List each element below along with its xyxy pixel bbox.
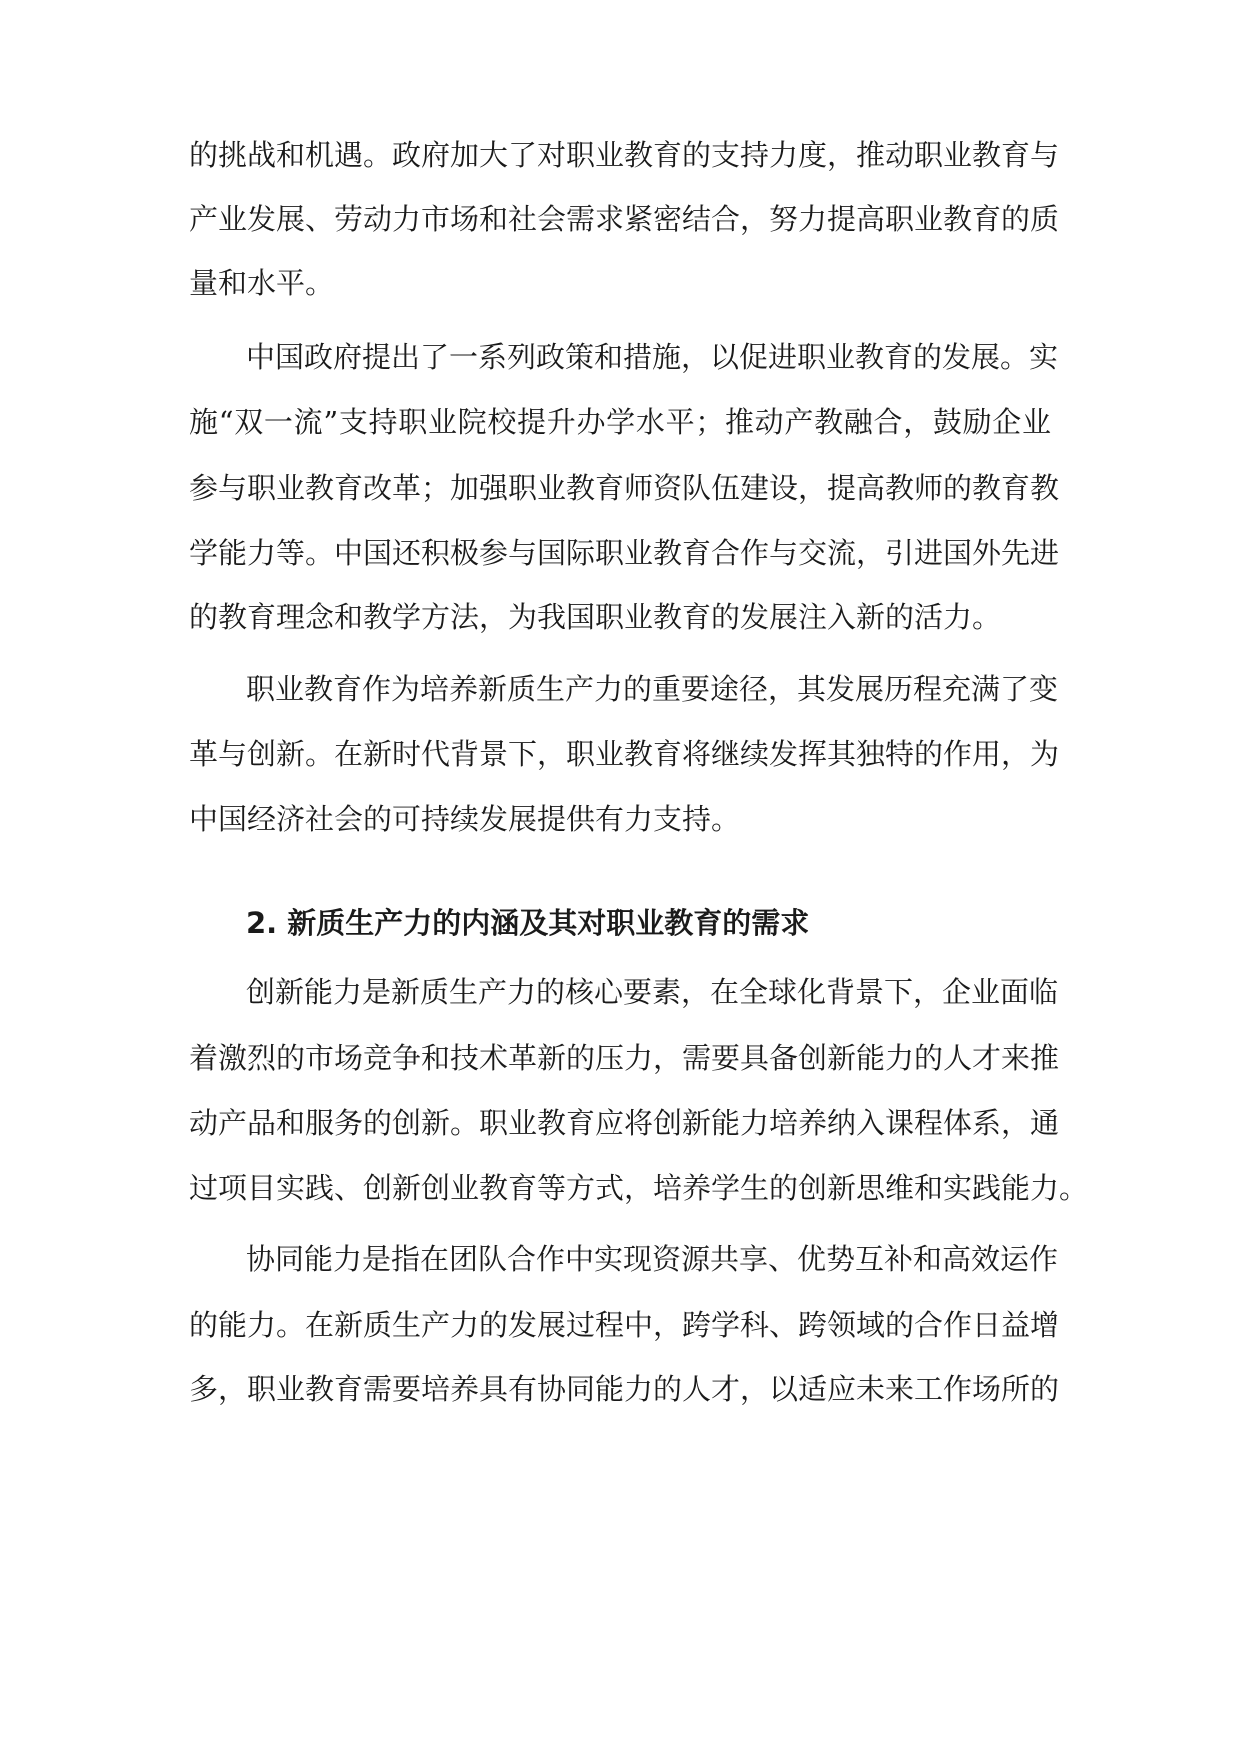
paragraph-line: 创新能力是新质生产力的核心要素，在全球化背景下，企业面临: [246, 975, 1059, 1009]
paragraph-line: 的能力。在新质生产力的发展过程中，跨学科、跨领域的合作日益增: [189, 1308, 1060, 1342]
paragraph-line: 协同能力是指在团队合作中实现资源共享、优势互补和高效运作: [246, 1242, 1059, 1276]
paragraph-line: 过项目实践、创新创业教育等方式，培养学生的创新思维和实践能力。: [189, 1171, 1089, 1205]
paragraph-line: 的挑战和机遇。政府加大了对职业教育的支持力度，推动职业教育与: [189, 138, 1060, 172]
paragraph-line: 中国政府提出了一系列政策和措施，以促进职业教育的发展。实: [246, 340, 1059, 374]
paragraph-line: 革与创新。在新时代背景下，职业教育将继续发挥其独特的作用，为: [189, 737, 1060, 771]
paragraph-line: 参与职业教育改革；加强职业教育师资队伍建设，提高教师的教育教: [189, 471, 1060, 505]
section-heading: 2. 新质生产力的内涵及其对职业教育的需求: [246, 906, 810, 940]
paragraph-line: 量和水平。: [189, 266, 335, 300]
paragraph-line: 职业教育作为培养新质生产力的重要途径，其发展历程充满了变: [246, 672, 1059, 706]
paragraph-line: 的教育理念和教学方法，为我国职业教育的发展注入新的活力。: [189, 600, 1002, 634]
paragraph-line: 产业发展、劳动力市场和社会需求紧密结合，努力提高职业教育的质: [189, 202, 1060, 236]
paragraph-line: 中国经济社会的可持续发展提供有力支持。: [189, 802, 741, 836]
paragraph-line: 学能力等。中国还积极参与国际职业教育合作与交流，引进国外先进: [189, 536, 1060, 570]
paragraph-line: 着激烈的市场竞争和技术革新的压力，需要具备创新能力的人才来推: [189, 1041, 1060, 1075]
paragraph-line: 动产品和服务的创新。职业教育应将创新能力培养纳入课程体系，通: [189, 1106, 1060, 1140]
paragraph-line: 多，职业教育需要培养具有协同能力的人才，以适应未来工作场所的: [189, 1372, 1060, 1406]
paragraph-line: 施“双一流”支持职业院校提升办学水平；推动产教融合，鼓励企业: [189, 405, 1051, 439]
